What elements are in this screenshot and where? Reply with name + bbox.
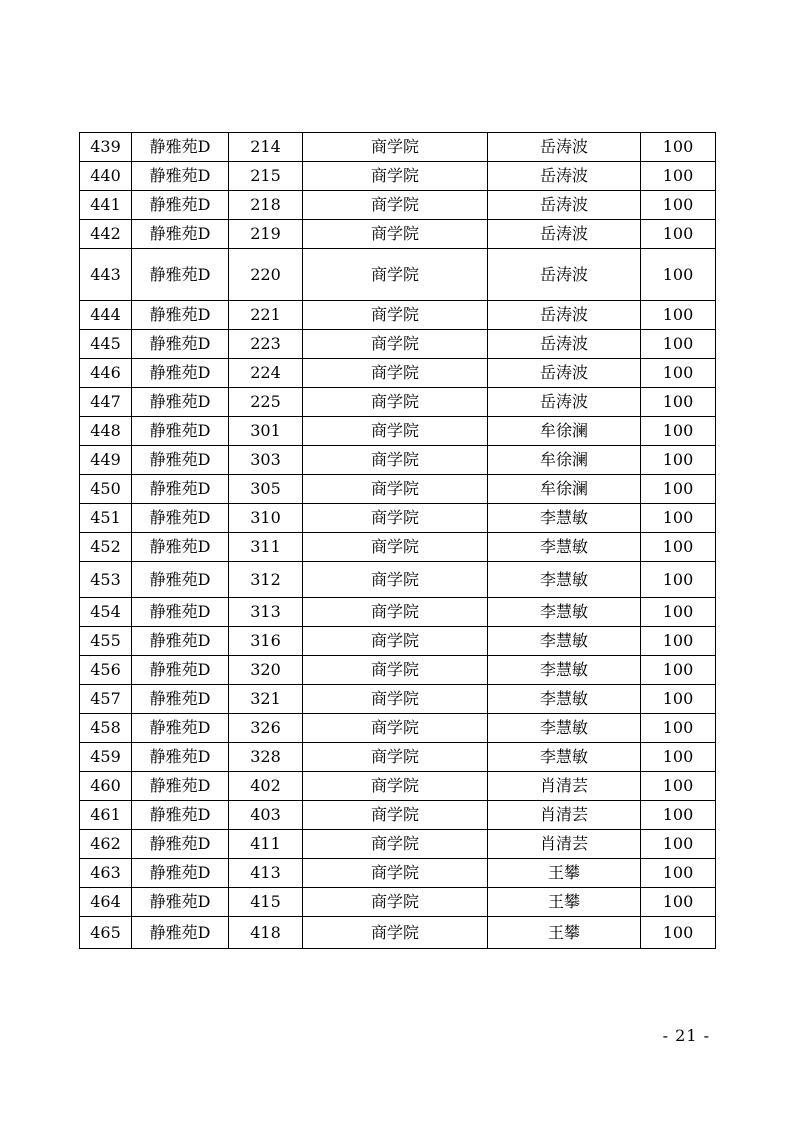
table-row bbox=[80, 714, 716, 743]
table-row bbox=[80, 533, 716, 562]
row-number-cell: 452 bbox=[80, 533, 132, 562]
row-number-cell: 460 bbox=[80, 772, 132, 801]
table-row bbox=[80, 801, 716, 830]
score-cell: 100 bbox=[641, 598, 716, 627]
score-cell: 100 bbox=[641, 388, 716, 417]
row-number-cell: 439 bbox=[80, 133, 132, 162]
row-number-cell: 459 bbox=[80, 743, 132, 772]
score-cell: 100 bbox=[641, 859, 716, 888]
table-body bbox=[80, 133, 716, 949]
person-cell: 岳涛波 bbox=[488, 191, 641, 220]
room-cell: 415 bbox=[229, 888, 303, 917]
table-row bbox=[80, 388, 716, 417]
row-number-cell: 463 bbox=[80, 859, 132, 888]
score-cell: 100 bbox=[641, 162, 716, 191]
college-cell: 商学院 bbox=[303, 446, 488, 475]
building-cell: 静雅苑D bbox=[132, 830, 229, 859]
person-cell: 牟徐澜 bbox=[488, 417, 641, 446]
score-cell: 100 bbox=[641, 743, 716, 772]
row-number-cell: 443 bbox=[80, 249, 132, 301]
room-cell: 219 bbox=[229, 220, 303, 249]
room-cell: 310 bbox=[229, 504, 303, 533]
table-row bbox=[80, 249, 716, 301]
building-cell: 静雅苑D bbox=[132, 714, 229, 743]
score-cell: 100 bbox=[641, 562, 716, 598]
person-cell: 李慧敏 bbox=[488, 598, 641, 627]
room-cell: 301 bbox=[229, 417, 303, 446]
building-cell: 静雅苑D bbox=[132, 446, 229, 475]
college-cell: 商学院 bbox=[303, 562, 488, 598]
row-number-cell: 447 bbox=[80, 388, 132, 417]
person-cell: 岳涛波 bbox=[488, 359, 641, 388]
row-number-cell: 456 bbox=[80, 656, 132, 685]
row-number-cell: 461 bbox=[80, 801, 132, 830]
building-cell: 静雅苑D bbox=[132, 772, 229, 801]
row-number-cell: 454 bbox=[80, 598, 132, 627]
college-cell: 商学院 bbox=[303, 685, 488, 714]
table-row bbox=[80, 133, 716, 162]
building-cell: 静雅苑D bbox=[132, 133, 229, 162]
row-number-cell: 441 bbox=[80, 191, 132, 220]
building-cell: 静雅苑D bbox=[132, 249, 229, 301]
score-cell: 100 bbox=[641, 533, 716, 562]
college-cell: 商学院 bbox=[303, 888, 488, 917]
room-cell: 221 bbox=[229, 301, 303, 330]
score-cell: 100 bbox=[641, 191, 716, 220]
table-row bbox=[80, 772, 716, 801]
row-number-cell: 453 bbox=[80, 562, 132, 598]
room-cell: 413 bbox=[229, 859, 303, 888]
table-row bbox=[80, 627, 716, 656]
row-number-cell: 442 bbox=[80, 220, 132, 249]
room-cell: 320 bbox=[229, 656, 303, 685]
table-row bbox=[80, 446, 716, 475]
person-cell: 岳涛波 bbox=[488, 162, 641, 191]
room-cell: 311 bbox=[229, 533, 303, 562]
row-number-cell: 448 bbox=[80, 417, 132, 446]
building-cell: 静雅苑D bbox=[132, 627, 229, 656]
person-cell: 李慧敏 bbox=[488, 656, 641, 685]
person-cell: 肖清芸 bbox=[488, 830, 641, 859]
table-row bbox=[80, 301, 716, 330]
row-number-cell: 455 bbox=[80, 627, 132, 656]
room-cell: 214 bbox=[229, 133, 303, 162]
table-row bbox=[80, 685, 716, 714]
person-cell: 牟徐澜 bbox=[488, 446, 641, 475]
score-cell: 100 bbox=[641, 133, 716, 162]
person-cell: 王攀 bbox=[488, 859, 641, 888]
score-cell: 100 bbox=[641, 359, 716, 388]
building-cell: 静雅苑D bbox=[132, 598, 229, 627]
score-cell: 100 bbox=[641, 801, 716, 830]
college-cell: 商学院 bbox=[303, 917, 488, 949]
room-cell: 303 bbox=[229, 446, 303, 475]
person-cell: 李慧敏 bbox=[488, 562, 641, 598]
score-cell: 100 bbox=[641, 504, 716, 533]
table-row bbox=[80, 417, 716, 446]
college-cell: 商学院 bbox=[303, 249, 488, 301]
person-cell: 岳涛波 bbox=[488, 220, 641, 249]
room-cell: 312 bbox=[229, 562, 303, 598]
college-cell: 商学院 bbox=[303, 627, 488, 656]
person-cell: 岳涛波 bbox=[488, 330, 641, 359]
room-cell: 402 bbox=[229, 772, 303, 801]
table-row bbox=[80, 656, 716, 685]
room-cell: 328 bbox=[229, 743, 303, 772]
college-cell: 商学院 bbox=[303, 417, 488, 446]
table-row bbox=[80, 504, 716, 533]
room-cell: 305 bbox=[229, 475, 303, 504]
person-cell: 王攀 bbox=[488, 888, 641, 917]
row-number-cell: 465 bbox=[80, 917, 132, 949]
table-row bbox=[80, 191, 716, 220]
college-cell: 商学院 bbox=[303, 656, 488, 685]
building-cell: 静雅苑D bbox=[132, 475, 229, 504]
table-row bbox=[80, 220, 716, 249]
building-cell: 静雅苑D bbox=[132, 801, 229, 830]
building-cell: 静雅苑D bbox=[132, 162, 229, 191]
person-cell: 岳涛波 bbox=[488, 301, 641, 330]
table-row bbox=[80, 598, 716, 627]
row-number-cell: 446 bbox=[80, 359, 132, 388]
row-number-cell: 440 bbox=[80, 162, 132, 191]
room-cell: 225 bbox=[229, 388, 303, 417]
row-number-cell: 458 bbox=[80, 714, 132, 743]
table-row bbox=[80, 743, 716, 772]
building-cell: 静雅苑D bbox=[132, 888, 229, 917]
score-cell: 100 bbox=[641, 656, 716, 685]
table-row bbox=[80, 475, 716, 504]
college-cell: 商学院 bbox=[303, 133, 488, 162]
dormitory-score-table bbox=[79, 132, 716, 949]
person-cell: 李慧敏 bbox=[488, 533, 641, 562]
score-cell: 100 bbox=[641, 917, 716, 949]
table-row bbox=[80, 888, 716, 917]
room-cell: 313 bbox=[229, 598, 303, 627]
building-cell: 静雅苑D bbox=[132, 859, 229, 888]
room-cell: 411 bbox=[229, 830, 303, 859]
person-cell: 牟徐澜 bbox=[488, 475, 641, 504]
table-row bbox=[80, 162, 716, 191]
building-cell: 静雅苑D bbox=[132, 917, 229, 949]
college-cell: 商学院 bbox=[303, 330, 488, 359]
college-cell: 商学院 bbox=[303, 504, 488, 533]
college-cell: 商学院 bbox=[303, 191, 488, 220]
room-cell: 403 bbox=[229, 801, 303, 830]
college-cell: 商学院 bbox=[303, 772, 488, 801]
table-row bbox=[80, 330, 716, 359]
room-cell: 223 bbox=[229, 330, 303, 359]
person-cell: 肖清芸 bbox=[488, 801, 641, 830]
row-number-cell: 462 bbox=[80, 830, 132, 859]
room-cell: 418 bbox=[229, 917, 303, 949]
building-cell: 静雅苑D bbox=[132, 330, 229, 359]
room-cell: 316 bbox=[229, 627, 303, 656]
room-cell: 218 bbox=[229, 191, 303, 220]
room-cell: 321 bbox=[229, 685, 303, 714]
row-number-cell: 444 bbox=[80, 301, 132, 330]
row-number-cell: 449 bbox=[80, 446, 132, 475]
table-row bbox=[80, 562, 716, 598]
college-cell: 商学院 bbox=[303, 359, 488, 388]
building-cell: 静雅苑D bbox=[132, 685, 229, 714]
building-cell: 静雅苑D bbox=[132, 191, 229, 220]
score-cell: 100 bbox=[641, 888, 716, 917]
table-row bbox=[80, 359, 716, 388]
person-cell: 岳涛波 bbox=[488, 249, 641, 301]
college-cell: 商学院 bbox=[303, 475, 488, 504]
building-cell: 静雅苑D bbox=[132, 743, 229, 772]
college-cell: 商学院 bbox=[303, 220, 488, 249]
building-cell: 静雅苑D bbox=[132, 504, 229, 533]
table-row bbox=[80, 830, 716, 859]
college-cell: 商学院 bbox=[303, 301, 488, 330]
score-cell: 100 bbox=[641, 301, 716, 330]
college-cell: 商学院 bbox=[303, 714, 488, 743]
room-cell: 224 bbox=[229, 359, 303, 388]
table-row bbox=[80, 917, 716, 949]
person-cell: 王攀 bbox=[488, 917, 641, 949]
room-cell: 326 bbox=[229, 714, 303, 743]
college-cell: 商学院 bbox=[303, 533, 488, 562]
score-cell: 100 bbox=[641, 772, 716, 801]
college-cell: 商学院 bbox=[303, 598, 488, 627]
college-cell: 商学院 bbox=[303, 743, 488, 772]
score-cell: 100 bbox=[641, 685, 716, 714]
score-cell: 100 bbox=[641, 475, 716, 504]
building-cell: 静雅苑D bbox=[132, 417, 229, 446]
score-cell: 100 bbox=[641, 249, 716, 301]
row-number-cell: 457 bbox=[80, 685, 132, 714]
building-cell: 静雅苑D bbox=[132, 220, 229, 249]
person-cell: 李慧敏 bbox=[488, 627, 641, 656]
person-cell: 岳涛波 bbox=[488, 388, 641, 417]
row-number-cell: 451 bbox=[80, 504, 132, 533]
person-cell: 岳涛波 bbox=[488, 133, 641, 162]
college-cell: 商学院 bbox=[303, 859, 488, 888]
person-cell: 肖清芸 bbox=[488, 772, 641, 801]
person-cell: 李慧敏 bbox=[488, 743, 641, 772]
row-number-cell: 464 bbox=[80, 888, 132, 917]
row-number-cell: 450 bbox=[80, 475, 132, 504]
person-cell: 李慧敏 bbox=[488, 714, 641, 743]
building-cell: 静雅苑D bbox=[132, 562, 229, 598]
building-cell: 静雅苑D bbox=[132, 388, 229, 417]
score-cell: 100 bbox=[641, 330, 716, 359]
score-cell: 100 bbox=[641, 627, 716, 656]
person-cell: 李慧敏 bbox=[488, 685, 641, 714]
college-cell: 商学院 bbox=[303, 162, 488, 191]
score-cell: 100 bbox=[641, 417, 716, 446]
score-cell: 100 bbox=[641, 830, 716, 859]
score-cell: 100 bbox=[641, 714, 716, 743]
score-cell: 100 bbox=[641, 220, 716, 249]
room-cell: 220 bbox=[229, 249, 303, 301]
row-number-cell: 445 bbox=[80, 330, 132, 359]
college-cell: 商学院 bbox=[303, 388, 488, 417]
page-number: - 21 - bbox=[662, 1026, 710, 1045]
building-cell: 静雅苑D bbox=[132, 656, 229, 685]
score-cell: 100 bbox=[641, 446, 716, 475]
building-cell: 静雅苑D bbox=[132, 359, 229, 388]
college-cell: 商学院 bbox=[303, 830, 488, 859]
college-cell: 商学院 bbox=[303, 801, 488, 830]
building-cell: 静雅苑D bbox=[132, 533, 229, 562]
room-cell: 215 bbox=[229, 162, 303, 191]
building-cell: 静雅苑D bbox=[132, 301, 229, 330]
table-row bbox=[80, 859, 716, 888]
person-cell: 李慧敏 bbox=[488, 504, 641, 533]
